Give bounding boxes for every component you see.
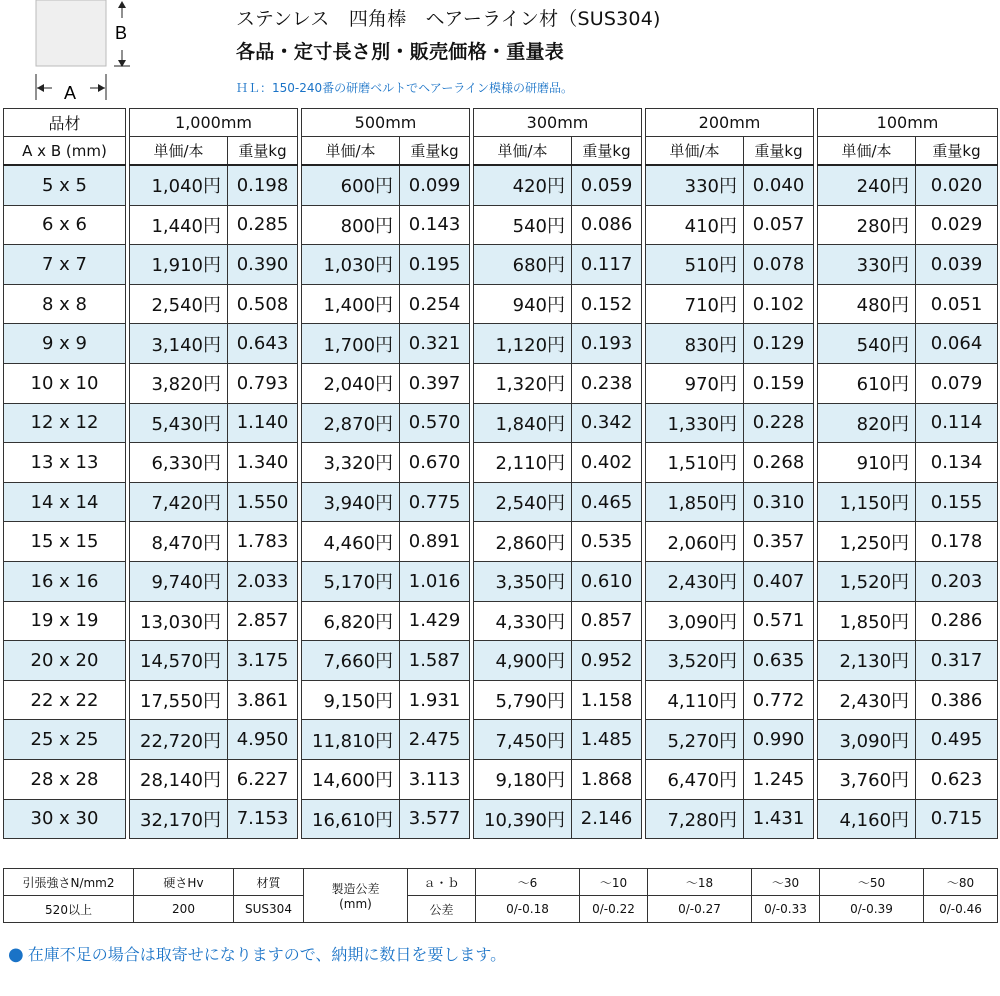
table-row: [4, 205, 998, 245]
price-header: 単価/本: [302, 137, 400, 166]
weight-cell: 0.952: [572, 641, 642, 681]
weight-cell: 0.129: [744, 324, 814, 364]
weight-cell: 6.227: [228, 759, 298, 799]
tolerance-cell: 0/-0.22: [580, 896, 648, 923]
price-cell: 3,820円: [130, 363, 228, 403]
weight-cell: 0.990: [744, 720, 814, 760]
price-cell: 3,140円: [130, 324, 228, 364]
tolerance-label: 製造公差 (mm): [304, 869, 408, 923]
weight-cell: 0.342: [572, 403, 642, 443]
table-row: [4, 641, 998, 681]
table-row: [4, 601, 998, 641]
weight-cell: 0.715: [916, 799, 998, 839]
weight-header: 重量kg: [400, 137, 470, 166]
table-row: [4, 165, 998, 205]
price-cell: 6,470円: [646, 759, 744, 799]
weight-cell: 1.783: [228, 522, 298, 562]
price-cell: 1,520円: [818, 561, 916, 601]
table-row: [4, 324, 998, 364]
weight-cell: 0.051: [916, 284, 998, 324]
weight-cell: 0.357: [744, 522, 814, 562]
price-cell: 1,040円: [130, 165, 228, 205]
price-cell: 540円: [474, 205, 572, 245]
tolerance-cell: 0/-0.33: [752, 896, 820, 923]
price-cell: 480円: [818, 284, 916, 324]
size-cell: 8 x 8: [4, 284, 126, 324]
price-cell: 2,060円: [646, 522, 744, 562]
size-cell: 22 x 22: [4, 680, 126, 720]
price-cell: 2,540円: [130, 284, 228, 324]
price-weight-table: [3, 108, 998, 839]
weight-cell: 1.245: [744, 759, 814, 799]
price-cell: 280円: [818, 205, 916, 245]
price-cell: 14,600円: [302, 759, 400, 799]
size-cell: 19 x 19: [4, 601, 126, 641]
price-cell: 1,440円: [130, 205, 228, 245]
price-cell: 4,900円: [474, 641, 572, 681]
weight-cell: 0.407: [744, 561, 814, 601]
price-cell: 330円: [646, 165, 744, 205]
length-header: 100mm: [818, 109, 998, 137]
weight-cell: 0.040: [744, 165, 814, 205]
weight-cell: 0.039: [916, 245, 998, 285]
size-cell: 20 x 20: [4, 641, 126, 681]
weight-cell: 0.102: [744, 284, 814, 324]
weight-cell: 0.079: [916, 363, 998, 403]
length-header: 200mm: [646, 109, 814, 137]
price-cell: 8,470円: [130, 522, 228, 562]
weight-cell: 0.310: [744, 482, 814, 522]
price-cell: 510円: [646, 245, 744, 285]
price-cell: 3,520円: [646, 641, 744, 681]
weight-cell: 0.114: [916, 403, 998, 443]
table-row: [4, 759, 998, 799]
price-cell: 4,330円: [474, 601, 572, 641]
table-row: [4, 245, 998, 285]
weight-cell: 0.134: [916, 443, 998, 483]
price-cell: 2,870円: [302, 403, 400, 443]
price-cell: 910円: [818, 443, 916, 483]
price-cell: 3,090円: [818, 720, 916, 760]
range-cell: ～6: [476, 869, 580, 896]
col-item-sub-header: A x B (mm): [4, 137, 126, 166]
page-subtitle: 各品・定寸長さ別・販売価格・重量表: [236, 41, 565, 63]
price-cell: 11,810円: [302, 720, 400, 760]
size-cell: 13 x 13: [4, 443, 126, 483]
weight-cell: 0.571: [744, 601, 814, 641]
price-cell: 610円: [818, 363, 916, 403]
price-cell: 7,280円: [646, 799, 744, 839]
price-cell: 1,250円: [818, 522, 916, 562]
weight-cell: 0.390: [228, 245, 298, 285]
price-cell: 1,030円: [302, 245, 400, 285]
weight-cell: 0.254: [400, 284, 470, 324]
dim-b-label: B: [115, 23, 128, 43]
price-cell: 2,110円: [474, 443, 572, 483]
price-cell: 4,110円: [646, 680, 744, 720]
weight-cell: 0.321: [400, 324, 470, 364]
weight-cell: 0.772: [744, 680, 814, 720]
table-row: [4, 522, 998, 562]
table-row: [4, 284, 998, 324]
weight-cell: 1.587: [400, 641, 470, 681]
weight-cell: 0.203: [916, 561, 998, 601]
weight-cell: 0.059: [572, 165, 642, 205]
weight-cell: 1.016: [400, 561, 470, 601]
price-cell: 1,320円: [474, 363, 572, 403]
weight-header: 重量kg: [228, 137, 298, 166]
tol-label: 公差: [408, 896, 476, 923]
weight-cell: 0.643: [228, 324, 298, 364]
weight-cell: 7.153: [228, 799, 298, 839]
price-cell: 3,940円: [302, 482, 400, 522]
weight-cell: 0.670: [400, 443, 470, 483]
weight-cell: 0.635: [744, 641, 814, 681]
weight-cell: 0.064: [916, 324, 998, 364]
price-cell: 3,760円: [818, 759, 916, 799]
weight-cell: 1.140: [228, 403, 298, 443]
hardness-value: 200: [134, 896, 234, 923]
weight-cell: 1.158: [572, 680, 642, 720]
price-cell: 1,510円: [646, 443, 744, 483]
price-cell: 1,910円: [130, 245, 228, 285]
table-row: [4, 403, 998, 443]
weight-cell: 3.577: [400, 799, 470, 839]
price-cell: 830円: [646, 324, 744, 364]
weight-cell: 0.155: [916, 482, 998, 522]
length-header: 500mm: [302, 109, 470, 137]
price-cell: 940円: [474, 284, 572, 324]
range-cell: ～80: [924, 869, 998, 896]
table-row: [4, 720, 998, 760]
weight-cell: 0.285: [228, 205, 298, 245]
size-cell: 12 x 12: [4, 403, 126, 443]
price-cell: 1,840円: [474, 403, 572, 443]
weight-cell: 0.857: [572, 601, 642, 641]
page-title: ステンレス 四角棒 ヘアーライン材（SUS304): [236, 8, 661, 30]
price-cell: 330円: [818, 245, 916, 285]
price-cell: 7,450円: [474, 720, 572, 760]
weight-cell: 0.402: [572, 443, 642, 483]
weight-cell: 1.485: [572, 720, 642, 760]
hairline-note: ＨＬ：150-240番の研磨ベルトでヘアーライン模様の研磨品。: [236, 81, 574, 95]
weight-cell: 0.386: [916, 680, 998, 720]
price-header: 単価/本: [646, 137, 744, 166]
weight-cell: 2.475: [400, 720, 470, 760]
spec-table: [3, 868, 998, 923]
price-cell: 22,720円: [130, 720, 228, 760]
price-cell: 6,330円: [130, 443, 228, 483]
tolerance-cell: 0/-0.18: [476, 896, 580, 923]
weight-cell: 0.029: [916, 205, 998, 245]
price-cell: 3,320円: [302, 443, 400, 483]
weight-cell: 1.931: [400, 680, 470, 720]
table-row: [4, 363, 998, 403]
weight-header: 重量kg: [744, 137, 814, 166]
range-cell: ～30: [752, 869, 820, 896]
tolerance-cell: 0/-0.46: [924, 896, 998, 923]
weight-cell: 0.397: [400, 363, 470, 403]
tolerance-cell: 0/-0.39: [820, 896, 924, 923]
weight-cell: 4.950: [228, 720, 298, 760]
price-cell: 680円: [474, 245, 572, 285]
size-cell: 5 x 5: [4, 165, 126, 205]
hardness-label: 硬さHv: [134, 869, 234, 896]
table-row: [4, 799, 998, 839]
price-cell: 2,860円: [474, 522, 572, 562]
material-label: 材質: [234, 869, 304, 896]
price-cell: 32,170円: [130, 799, 228, 839]
weight-cell: 0.086: [572, 205, 642, 245]
weight-cell: 0.465: [572, 482, 642, 522]
size-cell: 28 x 28: [4, 759, 126, 799]
price-cell: 710円: [646, 284, 744, 324]
length-header: 1,000mm: [130, 109, 298, 137]
price-cell: 16,610円: [302, 799, 400, 839]
price-cell: 5,170円: [302, 561, 400, 601]
col-item-header: 品材: [4, 109, 126, 137]
price-cell: 17,550円: [130, 680, 228, 720]
price-cell: 4,460円: [302, 522, 400, 562]
price-cell: 2,430円: [646, 561, 744, 601]
weight-cell: 1.431: [744, 799, 814, 839]
price-cell: 10,390円: [474, 799, 572, 839]
price-cell: 970円: [646, 363, 744, 403]
price-cell: 4,160円: [818, 799, 916, 839]
stock-notice-text: 在庫不足の場合は取寄せになりますので、納期に数日を要します。: [27, 945, 507, 964]
price-cell: 9,180円: [474, 759, 572, 799]
weight-cell: 1.340: [228, 443, 298, 483]
weight-cell: 0.195: [400, 245, 470, 285]
table-row: [4, 482, 998, 522]
tensile-label: 引張強さN/mm2: [4, 869, 134, 896]
range-cell: ～50: [820, 869, 924, 896]
weight-header: 重量kg: [572, 137, 642, 166]
price-cell: 2,430円: [818, 680, 916, 720]
range-cell: ～10: [580, 869, 648, 896]
size-cell: 7 x 7: [4, 245, 126, 285]
price-cell: 7,660円: [302, 641, 400, 681]
price-cell: 540円: [818, 324, 916, 364]
price-cell: 1,150円: [818, 482, 916, 522]
size-cell: 15 x 15: [4, 522, 126, 562]
weight-cell: 0.286: [916, 601, 998, 641]
price-cell: 1,330円: [646, 403, 744, 443]
price-cell: 2,130円: [818, 641, 916, 681]
size-cell: 10 x 10: [4, 363, 126, 403]
price-cell: 9,740円: [130, 561, 228, 601]
range-cell: ～18: [648, 869, 752, 896]
size-cell: 9 x 9: [4, 324, 126, 364]
weight-cell: 1.429: [400, 601, 470, 641]
price-cell: 5,430円: [130, 403, 228, 443]
weight-cell: 0.238: [572, 363, 642, 403]
weight-cell: 2.146: [572, 799, 642, 839]
weight-cell: 0.228: [744, 403, 814, 443]
square-bar-shape: [36, 0, 106, 66]
weight-cell: 1.550: [228, 482, 298, 522]
price-cell: 1,850円: [646, 482, 744, 522]
weight-cell: 2.033: [228, 561, 298, 601]
price-cell: 410円: [646, 205, 744, 245]
price-cell: 600円: [302, 165, 400, 205]
price-cell: 1,850円: [818, 601, 916, 641]
price-cell: 240円: [818, 165, 916, 205]
price-cell: 5,790円: [474, 680, 572, 720]
stock-notice: [8, 942, 506, 965]
price-cell: 820円: [818, 403, 916, 443]
weight-cell: 0.159: [744, 363, 814, 403]
length-header: 300mm: [474, 109, 642, 137]
weight-cell: 0.891: [400, 522, 470, 562]
weight-cell: 0.178: [916, 522, 998, 562]
weight-header: 重量kg: [916, 137, 998, 166]
weight-cell: 0.775: [400, 482, 470, 522]
price-cell: 800円: [302, 205, 400, 245]
weight-cell: 0.508: [228, 284, 298, 324]
table-row: [4, 561, 998, 601]
weight-cell: 0.020: [916, 165, 998, 205]
price-header: 単価/本: [474, 137, 572, 166]
price-cell: 1,120円: [474, 324, 572, 364]
size-cell: 14 x 14: [4, 482, 126, 522]
weight-cell: 3.861: [228, 680, 298, 720]
weight-cell: 3.175: [228, 641, 298, 681]
ab-label: ａ・ｂ: [408, 869, 476, 896]
price-cell: 5,270円: [646, 720, 744, 760]
price-cell: 420円: [474, 165, 572, 205]
weight-cell: 0.099: [400, 165, 470, 205]
weight-cell: 0.057: [744, 205, 814, 245]
weight-cell: 0.268: [744, 443, 814, 483]
cross-section-diagram: [0, 0, 160, 106]
price-cell: 9,150円: [302, 680, 400, 720]
tolerance-cell: 0/-0.27: [648, 896, 752, 923]
table-row: [4, 680, 998, 720]
size-cell: 6 x 6: [4, 205, 126, 245]
weight-cell: 0.610: [572, 561, 642, 601]
price-cell: 2,540円: [474, 482, 572, 522]
weight-cell: 0.143: [400, 205, 470, 245]
weight-cell: 0.535: [572, 522, 642, 562]
price-cell: 1,700円: [302, 324, 400, 364]
weight-cell: 0.117: [572, 245, 642, 285]
size-cell: 25 x 25: [4, 720, 126, 760]
price-header: 単価/本: [130, 137, 228, 166]
material-value: SUS304: [234, 896, 304, 923]
weight-cell: 3.113: [400, 759, 470, 799]
price-cell: 28,140円: [130, 759, 228, 799]
weight-cell: 0.623: [916, 759, 998, 799]
size-cell: 16 x 16: [4, 561, 126, 601]
price-cell: 13,030円: [130, 601, 228, 641]
size-cell: 30 x 30: [4, 799, 126, 839]
weight-cell: 2.857: [228, 601, 298, 641]
weight-cell: 0.152: [572, 284, 642, 324]
weight-cell: 0.317: [916, 641, 998, 681]
bullet-icon: ●: [8, 944, 24, 965]
price-cell: 1,400円: [302, 284, 400, 324]
weight-cell: 0.193: [572, 324, 642, 364]
weight-cell: 1.868: [572, 759, 642, 799]
price-cell: 3,350円: [474, 561, 572, 601]
weight-cell: 0.570: [400, 403, 470, 443]
tensile-value: 520以上: [4, 896, 134, 923]
weight-cell: 0.198: [228, 165, 298, 205]
weight-cell: 0.793: [228, 363, 298, 403]
weight-cell: 0.495: [916, 720, 998, 760]
price-header: 単価/本: [818, 137, 916, 166]
price-cell: 3,090円: [646, 601, 744, 641]
price-cell: 6,820円: [302, 601, 400, 641]
dim-a-label: A: [64, 83, 77, 103]
price-cell: 2,040円: [302, 363, 400, 403]
table-row: [4, 443, 998, 483]
price-cell: 14,570円: [130, 641, 228, 681]
weight-cell: 0.078: [744, 245, 814, 285]
price-cell: 7,420円: [130, 482, 228, 522]
